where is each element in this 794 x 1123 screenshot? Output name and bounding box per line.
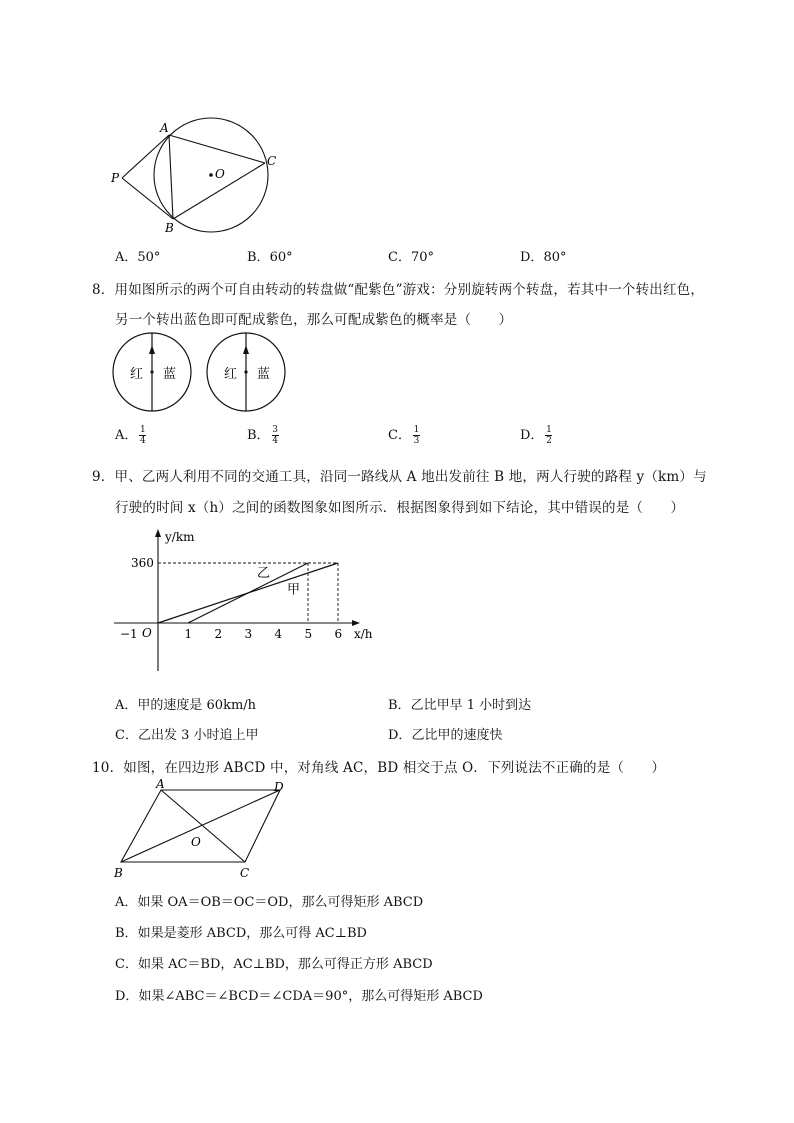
q10-option-d-text: 如果∠ABC＝∠BCD＝∠CDA＝90°，那么可得矩形 ABCD <box>138 989 483 1004</box>
q9-stem-line1: 9．甲、乙两人利用不同的交通工具，沿同一路线从 A 地出发前往 B 地，两人行驶的路程 y（km）与 <box>92 469 707 485</box>
q8-stem-line1: 8．用如图所示的两个可自由转动的转盘做“配紫色”游戏：分别旋转两个转盘，若其中一个转出红色， <box>92 282 705 298</box>
q7-center-point <box>209 173 213 177</box>
q9-option-b-text: 乙比甲早 1 小时到达 <box>410 698 532 713</box>
q8-option-d-fraction <box>545 425 552 446</box>
q10-option-b-text: 如果是菱形 ABCD，那么可得 AC⊥BD <box>137 926 367 941</box>
q9-x-tick-label: −1 <box>120 627 138 641</box>
q9-option-c-letter: C． <box>115 728 138 743</box>
q7-chord-ab <box>169 135 173 219</box>
q7-label-c: C <box>267 154 277 168</box>
q9-x-tick-label: 1 <box>184 627 193 641</box>
q8-spinner-left-center <box>150 370 153 373</box>
denominator: 2 <box>546 436 552 446</box>
q9-x-tick-label: 2 <box>214 627 223 641</box>
q7-option-a[interactable] <box>115 246 160 265</box>
numerator: 1 <box>140 425 146 435</box>
q10-diagonal-ac <box>161 790 245 862</box>
q10-option-b[interactable] <box>115 922 367 941</box>
q7-option-b-text: 60° <box>269 250 293 265</box>
q7-option-b-letter: B． <box>247 250 270 265</box>
denominator: 4 <box>272 436 278 446</box>
q9-y-axis-arrow <box>155 529 161 537</box>
q8-spinners-figure <box>108 330 298 415</box>
q9-option-c[interactable] <box>115 724 259 743</box>
denominator: 3 <box>413 436 420 446</box>
q10-option-b-letter: B． <box>115 926 138 941</box>
q7-option-d-letter: D． <box>520 250 544 265</box>
q7-option-b[interactable] <box>247 246 293 265</box>
q8-spinner-right-pointer <box>243 345 249 354</box>
q7-circle-figure <box>105 115 290 240</box>
q8-spinner-right-center <box>244 370 247 373</box>
q7-tangent-pb <box>122 178 173 219</box>
q9-y-axis-label: y/km <box>165 530 195 544</box>
q9-option-d-text: 乙比甲的速度快 <box>411 728 503 743</box>
q8-option-c-letter: C． <box>388 428 411 443</box>
q8-option-d-letter: D． <box>520 428 544 443</box>
q8-option-a-letter: A． <box>115 428 138 443</box>
q9-x-axis-arrow <box>352 620 360 626</box>
q10-label-b: B <box>114 866 123 880</box>
q10-diagonal-bd <box>121 790 280 862</box>
q7-option-a-text: 50° <box>137 250 161 265</box>
numerator: 1 <box>413 425 420 435</box>
q10-option-c-letter: C． <box>115 957 138 972</box>
q7-option-c[interactable] <box>388 246 434 265</box>
q10-option-a-letter: A． <box>115 895 138 910</box>
q8-option-c[interactable] <box>388 424 420 446</box>
q9-stem-line2: 行驶的时间 x（h）之间的函数图象如图所示．根据图象得到如下结论，其中错误的是（ ） <box>115 500 685 516</box>
q7-label-p: P <box>111 171 120 185</box>
q8-spinner-left-pointer <box>149 345 155 354</box>
q8-option-a-fraction <box>139 425 146 446</box>
q10-option-c-text: 如果 AC＝BD，AC⊥BD，那么可得正方形 ABCD <box>137 957 433 972</box>
q10-parallelogram-figure <box>108 778 298 882</box>
q10-label-c: C <box>240 866 250 880</box>
q9-x-tick-label: 4 <box>274 627 283 641</box>
q9-option-a-text: 甲的速度是 60km/h <box>137 698 257 713</box>
q10-label-d: D <box>274 780 284 794</box>
q9-distance-time-chart <box>108 525 388 675</box>
q7-option-c-letter: C． <box>388 250 411 265</box>
q9-option-b-letter: B． <box>388 698 411 713</box>
numerator: 3 <box>272 425 278 435</box>
q9-series-label-yi: 乙 <box>257 566 271 581</box>
q8-stem-line2: 另一个转出蓝色即可配成紫色，那么可配成紫色的概率是（ ） <box>115 312 513 328</box>
q9-series-label-jia: 甲 <box>287 582 301 598</box>
q9-option-c-text: 乙出发 3 小时追上甲 <box>137 728 259 743</box>
q8-option-a[interactable] <box>115 424 146 446</box>
q9-x-tick-label: 5 <box>304 627 313 641</box>
q8-option-b-letter: B． <box>247 428 270 443</box>
q10-option-d-letter: D． <box>115 989 139 1004</box>
q7-label-b: B <box>165 221 174 235</box>
q10-label-a: A <box>156 778 165 791</box>
q9-option-a[interactable] <box>115 694 256 713</box>
q7-option-d-text: 80° <box>543 250 567 265</box>
q7-option-d[interactable] <box>520 246 566 265</box>
q10-label-o: O <box>191 835 201 849</box>
q8-spinner-right-red-label: 红 <box>224 367 238 382</box>
q9-option-b[interactable] <box>388 694 531 713</box>
q8-option-b-fraction <box>272 425 279 446</box>
q9-y-tick-label: 360 <box>131 556 154 570</box>
q8-option-c-fraction <box>413 425 420 446</box>
q7-label-o: O <box>215 167 225 181</box>
q7-tangent-pa <box>122 135 169 178</box>
q9-x-tick-label: 6 <box>334 627 343 641</box>
q8-option-d[interactable] <box>520 424 552 446</box>
q7-option-c-text: 70° <box>410 250 434 265</box>
q7-label-a: A <box>160 121 169 135</box>
q10-option-d[interactable] <box>115 985 483 1004</box>
q9-option-a-letter: A． <box>115 698 138 713</box>
q9-x-axis-label: x/h <box>354 627 373 641</box>
q7-option-a-letter: A． <box>115 250 138 265</box>
q7-chord-ac <box>169 135 265 163</box>
q10-option-c[interactable] <box>115 953 433 972</box>
q10-option-a-text: 如果 OA＝OB＝OC＝OD，那么可得矩形 ABCD <box>137 895 424 910</box>
q9-option-d-letter: D． <box>388 728 412 743</box>
q10-stem-line1: 10．如图，在四边形 ABCD 中，对角线 AC，BD 相交于点 O．下列说法不正确的是（ ） <box>92 760 666 776</box>
q8-spinner-right-blue-label: 蓝 <box>257 367 271 382</box>
q8-option-b[interactable] <box>247 424 279 446</box>
denominator: 4 <box>140 436 146 446</box>
numerator: 1 <box>546 425 552 435</box>
q8-spinner-left-red-label: 红 <box>130 367 144 382</box>
q8-spinner-left-blue-label: 蓝 <box>163 367 177 382</box>
q10-option-a[interactable] <box>115 891 423 910</box>
q9-x-tick-label: 3 <box>244 627 253 641</box>
q9-origin-label: O <box>142 626 152 640</box>
q9-option-d[interactable] <box>388 724 502 743</box>
